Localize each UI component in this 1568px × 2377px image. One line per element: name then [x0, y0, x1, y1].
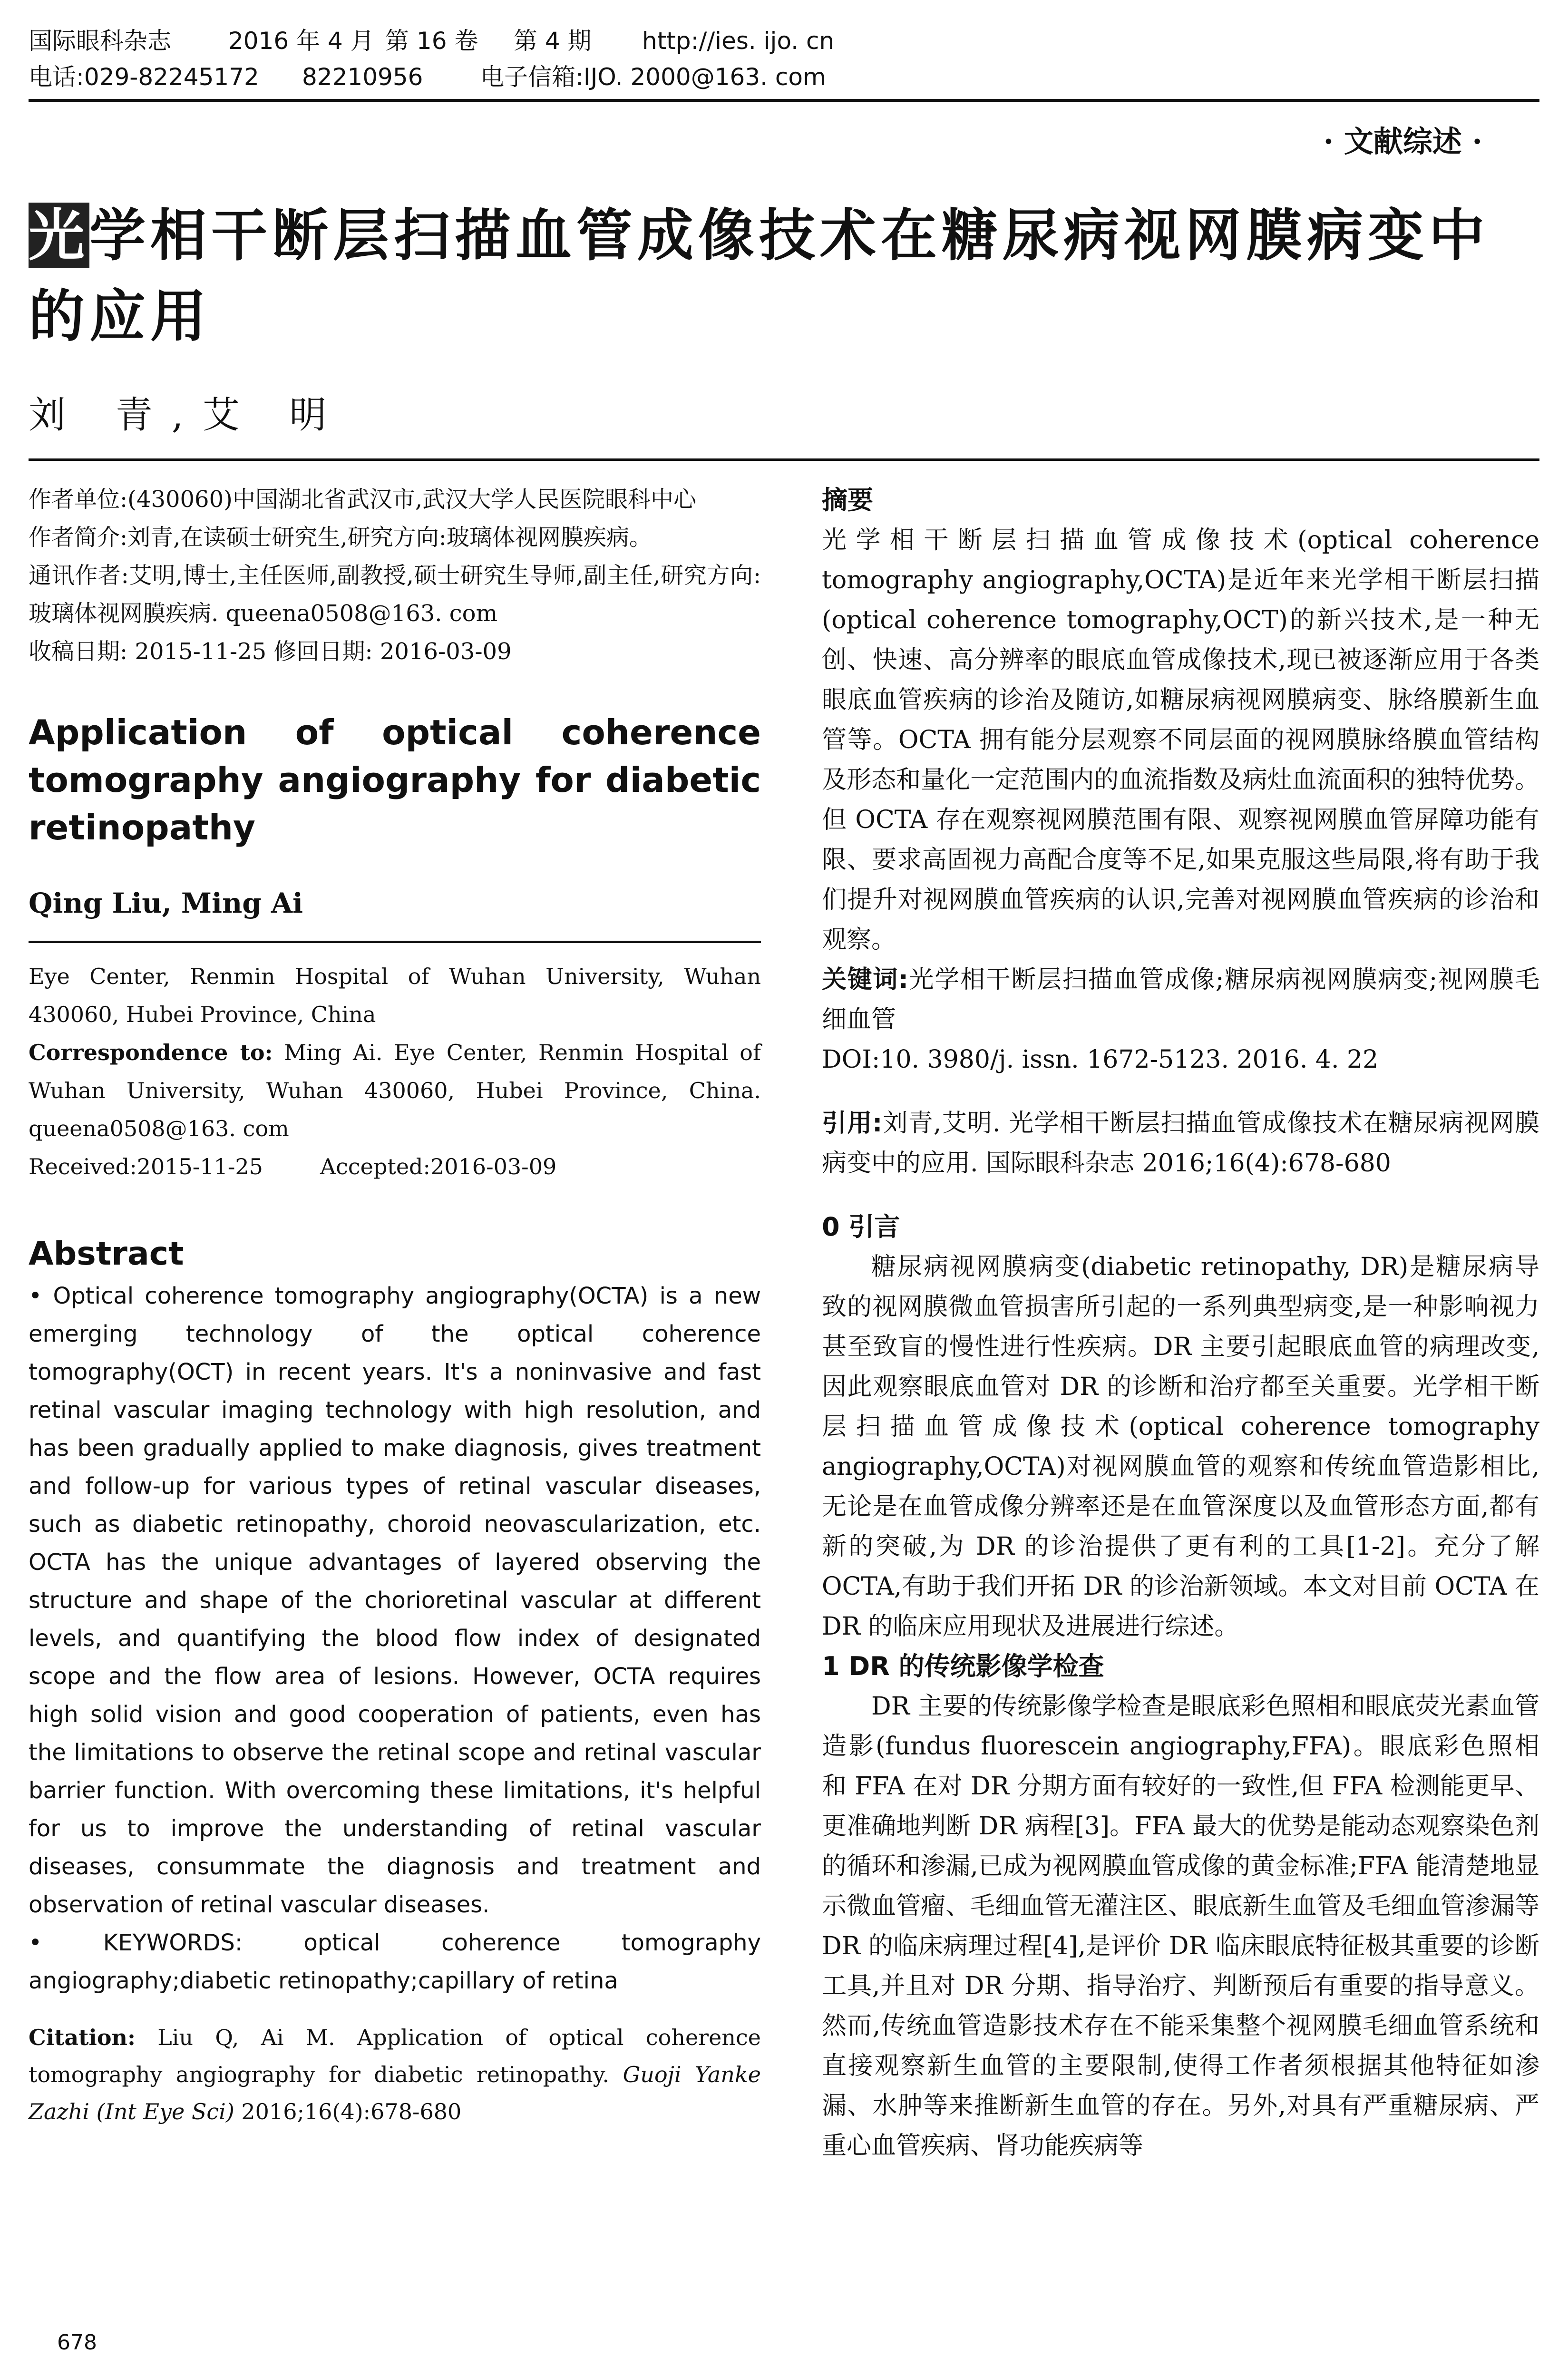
right-column: [822, 480, 1539, 2166]
correspondence: [29, 1033, 761, 1148]
citation: [29, 2019, 761, 2130]
phone-2: 82210956: [302, 63, 423, 91]
keywords-cn-label: 关键词:: [822, 965, 908, 994]
author-info: [29, 480, 761, 671]
abstract-keywords: • KEYWORDS: optical coherence tomography angiography;diabetic retinopathy;capillary of retina: [29, 1929, 761, 1994]
cite-cn: [822, 1103, 1539, 1183]
section-1-heading: 1 DR 的传统影像学检查: [822, 1651, 1104, 1681]
issue-date: 2016 年 4 月: [228, 27, 374, 55]
correspondence-text: Ming Ai. Eye Center, Renmin Hospital of Wuhan University, Wuhan 430060, Hubei Province, China. queena0508@163. com: [29, 1040, 761, 1141]
title-rule: [29, 458, 1539, 461]
page-number: 678: [57, 2330, 97, 2355]
abstract-cn-heading: 摘要: [822, 485, 873, 515]
affiliation-cn: 作者单位:(430060)中国湖北省武汉市,武汉大学人民医院眼科中心: [29, 486, 697, 513]
email[interactable]: 电子信箱:IJO. 2000@163. com: [480, 63, 826, 91]
title-rest: 学相干断层扫描血管成像技术在糖尿病视网膜病变中的应用: [29, 203, 1490, 349]
citation-text: Liu Q, Ai M. Application of optical coherence tomography angiography for diabetic retinopathy.: [29, 2025, 761, 2087]
abstract-text: • Optical coherence tomography angiography(OCTA) is a new emerging technology of the optical coherence tomography(OCT) in recent years. It's a noninvasive and fast retinal vascular imaging technology with high resolution, and has been gradually applied to make diagnosis, gives treatment and follow-up for various types of retinal vascular diseases, such as diabetic retinopathy, choroid neovascularization, etc. OCTA has the unique advantages of layered observing the structure and shape of the chorioretinal vascular at different levels, and quantifying the blood flow index of designated scope and the flow area of lesions. However, OCTA requires high solid vision and good cooperation of patients, even has the limitations to observe the retinal scope and retinal vascular barrier function. With overcoming these limitations, it's helpful for us to improve the understanding of retinal vascular diseases, consummate the diagnosis and treatment and observation of retinal vascular diseases.: [29, 1283, 761, 1918]
abstract-heading: Abstract: [29, 1235, 184, 1273]
abstract-body: [29, 1277, 761, 2000]
issue-number: 第 4 期: [514, 27, 592, 55]
keywords-cn: [822, 960, 1539, 1040]
english-affiliation: Eye Center, Renmin Hospital of Wuhan University, Wuhan 430060, Hubei Province, China: [29, 964, 761, 1027]
website-link[interactable]: http://ies. ijo. cn: [642, 27, 835, 55]
citation-journal: Guoji Yanke Zazhi (Int Eye Sci): [29, 2062, 761, 2124]
cite-cn-label: 引用:: [822, 1109, 883, 1138]
section-0-heading: 0 引言: [822, 1212, 900, 1242]
section-0-text: 糖尿病视网膜病变(diabetic retinopathy, DR)是糖尿病导致的视网膜微血管损害所引起的一系列典型病变,是一种影响视力甚至致盲的慢性进行性疾病。DR 主要引起眼底血管的病理改变,因此观察眼底血管对 DR 的诊断和治疗都至关重要。光学相干断层扫描血管成像技术(optical coherence tomography angiography,OCTA)对视网膜血管的观察和传统血管造影相比,无论是在血管成像分辨率还是在血管深度以及血管形态方面,都有新的突破,为 DR 的诊治提供了更有利的工具[1-2]。充分了解 OCTA,有助于我们开拓 DR 的诊治新领域。本文对目前 OCTA 在 DR 的临床应用现状及进展进行综述。: [822, 1253, 1539, 1641]
volume: 第 16 卷: [385, 27, 478, 55]
section-1-text: DR 主要的传统影像学检查是眼底彩色照相和眼底荧光素血管造影(fundus fluorescein angiography,FFA)。眼底彩色照相和 FFA 在对 DR 分期方面有较好的一致性,但 FFA 检测能更早、更准确地判断 DR 病程[3]。FFA 最大的优势是能动态观察染色剂的循环和渗漏,已成为视网膜血管成像的黄金标准;FFA 能清楚地显示微血管瘤、毛细血管无灌注区、眼底新生血管及毛细血管渗漏等 DR 的临床病理过程[4],是评价 DR 临床眼底特征极其重要的诊断工具,并且对 DR 分期、指导治疗、判断预后有重要的指导意义。然而,传统血管造影技术存在不能采集整个视网膜毛细血管系统和直接观察新生血管的主要限制,使得工作者须根据其他特征如渗漏、水肿等来推断新生血管的存在。另外,对具有严重糖尿病、严重心血管疾病、肾功能疾病等: [822, 1692, 1539, 2160]
english-affiliation-block: [29, 957, 761, 1186]
abstract-cn-text: 光学相干断层扫描血管成像技术(optical coherence tomography angiography,OCTA)是近年来光学相干断层扫描(optical coherence tomography,OCT)的新兴技术,是一种无创、快速、高分辨率的眼底血管成像技术,现已被逐渐应用于各类眼底血管疾病的诊治及随访,如糖尿病视网膜病变、脉络膜新生血管等。OCTA 拥有能分层观察不同层面的视网膜脉络膜血管结构及形态和量化一定范围内的血流指数及病灶血流面积的独特优势。但 OCTA 存在观察视网膜范围有限、观察视网膜血管屏障功能有限、要求高固视力高配合度等不足,如果克服这些局限,将有助于我们提升对视网膜血管疾病的认识,完善对视网膜血管疾病的诊治和观察。: [822, 526, 1539, 954]
accepted-date: Accepted:2016-03-09: [320, 1154, 557, 1179]
english-dates: [29, 1148, 761, 1186]
header-line-2: [29, 59, 1539, 95]
journal-header: [29, 23, 1539, 95]
journal-name: 国际眼科杂志: [29, 27, 171, 55]
received-date: Received:2015-11-25: [29, 1154, 263, 1179]
header-line-1: [29, 23, 1539, 59]
citation-label: Citation:: [29, 2025, 136, 2050]
authors-chinese: 刘 青,艾 明: [29, 394, 346, 437]
correspondence-label: Correspondence to:: [29, 1040, 273, 1065]
title-first-char: 光: [29, 203, 90, 268]
section-tag: · 文献综述 ·: [1323, 124, 1482, 159]
header-rule: [29, 99, 1539, 102]
dates-cn: 收稿日期: 2015-11-25 修回日期: 2016-03-09: [29, 638, 512, 665]
english-title: Application of optical coherence tomography angiography for diabetic retinopathy: [29, 712, 761, 848]
english-authors: Qing Liu, Ming Ai: [29, 887, 303, 919]
cite-cn-text: 刘青,艾明. 光学相干断层扫描血管成像技术在糖尿病视网膜病变中的应用. 国际眼科杂志 2016;16(4):678-680: [822, 1109, 1539, 1178]
keywords-cn-text: 光学相干断层扫描血管成像;糖尿病视网膜病变;视网膜毛细血管: [822, 965, 1540, 1034]
left-column: [29, 480, 761, 2130]
article-title: [29, 195, 1541, 357]
author-bio: 作者简介:刘青,在读硕士研究生,研究方向:玻璃体视网膜疾病。: [29, 524, 652, 551]
english-rule: [29, 941, 761, 943]
phone: 电话:029-82245172: [29, 63, 259, 91]
doi[interactable]: DOI:10. 3980/j. issn. 1672-5123. 2016. 4. 22: [822, 1045, 1379, 1074]
corresponding-author: 通讯作者:艾明,博士,主任医师,副教授,硕士研究生导师,副主任,研究方向:玻璃体视网膜疾病. queena0508@163. com: [29, 562, 761, 627]
citation-tail: 2016;16(4):678-680: [234, 2099, 462, 2124]
